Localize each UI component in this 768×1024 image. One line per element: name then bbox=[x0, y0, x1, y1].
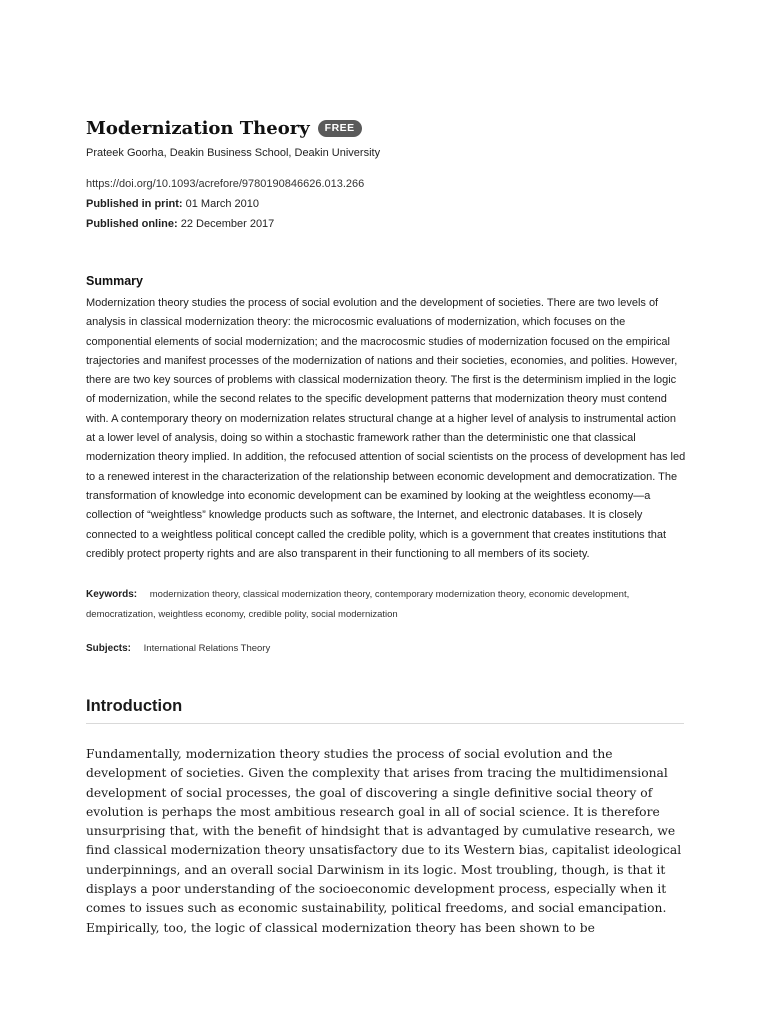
free-badge: FREE bbox=[318, 120, 362, 137]
published-online bbox=[86, 218, 274, 230]
introduction-heading: Introduction bbox=[86, 697, 183, 715]
subjects bbox=[86, 643, 270, 654]
subjects-label: Subjects: bbox=[86, 643, 132, 654]
published-in-print bbox=[86, 198, 259, 210]
subjects-link[interactable]: International Relations Theory bbox=[143, 643, 271, 654]
keywords bbox=[86, 585, 686, 625]
published-print-value: 01 March 2010 bbox=[185, 198, 260, 210]
published-online-value: 22 December 2017 bbox=[180, 218, 275, 230]
published-online-label: Published online: bbox=[86, 218, 178, 230]
article-authors: Prateek Goorha, Deakin Business School, Deakin University bbox=[86, 147, 381, 159]
article-title: Modernization Theory bbox=[86, 118, 310, 139]
keywords-list[interactable]: modernization theory, classical modernization theory, contemporary modernization theory, economic development, democratization, weightless economy, credible polity, social modernization bbox=[86, 589, 630, 620]
published-print-label: Published in print: bbox=[86, 198, 183, 210]
summary-text: Modernization theory studies the process of social evolution and the development of societies. There are two levels of analysis in classical modernization theory: the microcosmic evaluations of modernization, which focuses on the componential elements of social modernization; and the macrocosmic studies of modernization focused on the empirical trajectories and manifest processes of the modernization of nations and their societies, economies, and polities. However, there are two key sources of problems with classical modernization theory. The first is the determinism implied in the logic of modernization, while the second relates to the specific development patterns that modernization theory must contend with. A contemporary theory on modernization relates structural change at a higher level of analysis to instrumental action at a lower level of analysis, doing so within a stochastic framework rather than the deterministic one that classical modernization theory implied. In addition, the refocused attention of social scientists on the process of development has led to a renewed interest in the characterization of the relationship between economic development and democratization. The transformation of knowledge into economic development can be examined by looking at the weightless economy—a collection of “weightless” knowledge products such as software, the Internet, and electronic databases. It is closely connected to a weightless political concept called the credible polity, which is a government that creates institutions that credibly protect property rights and are also transparent in their functioning to all members of its society. bbox=[86, 297, 686, 560]
keywords-label: Keywords: bbox=[86, 589, 138, 600]
summary-heading: Summary bbox=[86, 274, 143, 288]
doi-link[interactable]: https://doi.org/10.1093/acrefore/9780190846626.013.266 bbox=[86, 178, 365, 190]
introduction-text: Fundamentally, modernization theory studies the process of social evolution and the development of societies. Given the complexity that arises from tracing the multidimensional development of social processes, the goal of discovering a single definitive social theory of evolution is perhaps the most ambitious research goal in all of social science. It is therefore unsurprising that, with the benefit of hindsight that is advantaged by cumulative research, we find classical modernization theory unsatisfactory due to its Western bias, capitalist ideological underpinnings, and an overall social Darwinism in its logic. Most troubling, though, is that it displays a poor understanding of the socioeconomic development process, especially when it comes to issues such as economic sustainability, political freedoms, and social emancipation. Empirically, too, the logic of classical modernization theory has been shown to be bbox=[86, 747, 682, 935]
section-divider bbox=[86, 723, 684, 724]
title-row bbox=[86, 118, 362, 139]
